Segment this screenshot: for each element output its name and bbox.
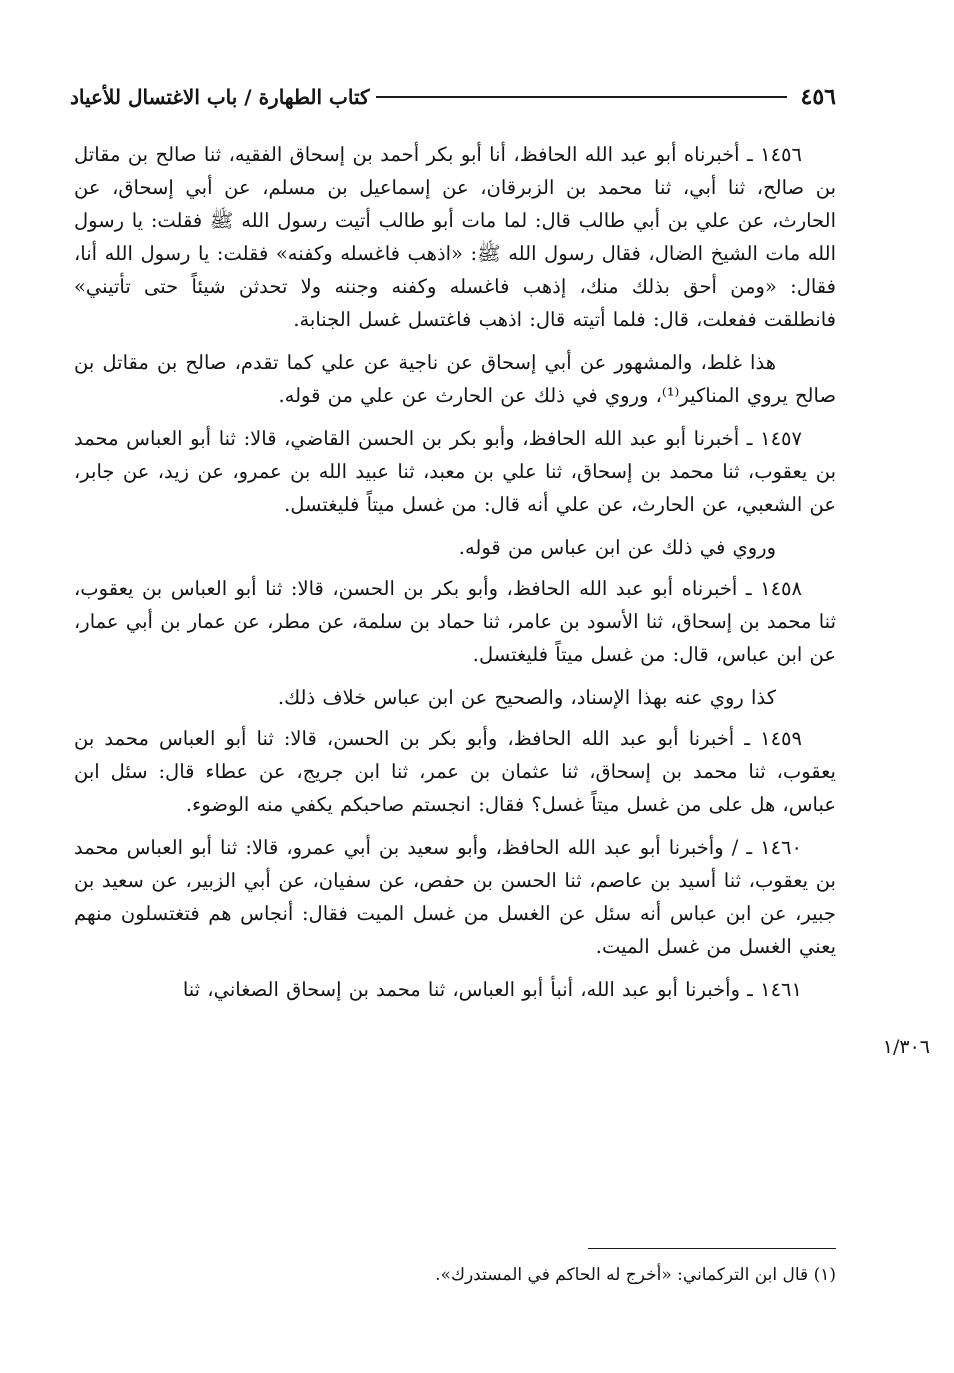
commentary-paragraph: وروي في ذلك عن ابن عباس من قوله. xyxy=(458,536,776,559)
hadith-1460: ١٤٦٠ ـ / وأخبرنا أبو عبد الله الحافظ، وأبو سعيد بن أبي عمرو، قالا: ثنا أبو العباس محمد بن يعقوب، ثنا أسيد بن عاصم، ثنا الحسن بن حفص، عن سفيان، عن أبي الزبير، عن سعيد بن جبير، عن ابن عباس أنه سئل عن الغسل من غسل الميت فقال: أنجاس هم فتغتسلون منهم يعني الغسل من غسل الميت. xyxy=(74,836,836,958)
hadith-1458: ١٤٥٨ ـ أخبرناه أبو عبد الله الحافظ، وأبو بكر بن الحسن، قالا: ثنا أبو العباس بن يعقوب، ثنا محمد بن إسحاق، ثنا الأسود بن عامر، ثنا حماد بن سلمة، عن مطر، عن عمار بن أبي عمار، عن ابن عباس، قال: من غسل ميتاً فليغتسل. xyxy=(74,577,836,666)
footnote-divider xyxy=(588,1248,836,1249)
hadith-1456: ١٤٥٦ ـ أخبرناه أبو عبد الله الحافظ، أنا أبو بكر أحمد بن إسحاق الفقيه، ثنا صالح بن مقاتل بن صالح، ثنا أبي، ثنا محمد بن الزبرقان، عن إسماعيل بن مسلم، عن أبي إسحاق، عن الحارث، عن علي بن أبي طالب قال: لما مات أبو طالب أتيت رسول الله ﷺ فقلت: يا رسول الله مات الشيخ الضال، فقال رسول الله ﷺ: «اذهب فاغسله وكفنه» فقلت: يا رسول الله أنا، فقال: «ومن أحق بذلك منك، إذهب فاغسله وكفنه وجننه ولا تحدثن شيئاً حتى تأتيني» فانطلقت ففعلت، قال: فلما أتيته قال: اذهب فاغتسل غسل الجنابة. xyxy=(74,143,836,331)
header-rule xyxy=(376,96,787,98)
page-number: ٤٥٦ xyxy=(800,84,836,110)
hadith-1457: ١٤٥٧ ـ أخبرنا أبو عبد الله الحافظ، وأبو بكر بن الحسن القاضي، قالا: ثنا أبو العباس محمد بن يعقوب، ثنا محمد بن إسحاق، ثنا علي بن معبد، ثنا عبيد الله بن عمرو، عن زيد، عن جابر، عن الشعبي، عن الحارث، عن علي أنه قال: من غسل ميتاً فليغتسل. xyxy=(74,427,836,516)
commentary-paragraph: كذا روي عنه بهذا الإسناد، والصحيح عن ابن عباس خلاف ذلك. xyxy=(277,686,776,709)
footnote: (١) قال ابن التركماني: «أخرج له الحاكم في المستدرك». xyxy=(435,1265,836,1285)
manuscript-folio-reference: ١/٣٠٦ xyxy=(882,1036,930,1058)
commentary-paragraph: هذا غلط، والمشهور عن أبي إسحاق عن ناجية عن علي كما تقدم، صالح بن مقاتل بن صالح يروي المناكير⁽¹⁾، وروي في ذلك عن الحارث عن علي من قوله. xyxy=(74,351,836,407)
main-text xyxy=(74,138,836,1016)
hadith-1459: ١٤٥٩ ـ أخبرنا أبو عبد الله الحافظ، وأبو بكر بن الحسن، قالا: ثنا أبو العباس محمد بن يعقوب، ثنا محمد بن إسحاق، ثنا عثمان بن عمر، ثنا ابن جريج، عن عطاء قال: سئل ابن عباس، هل على من غسل ميتاً غسل؟ فقال: انجستم صاحبكم يكفي منه الوضوء. xyxy=(74,727,836,816)
hadith-1461: ١٤٦١ ـ وأخبرنا أبو عبد الله، أنبأ أبو العباس، ثنا محمد بن إسحاق الصغاني، ثنا xyxy=(182,978,802,1001)
page-header xyxy=(70,80,836,114)
running-title: كتاب الطهارة / باب الاغتسال للأعياد xyxy=(70,85,370,109)
